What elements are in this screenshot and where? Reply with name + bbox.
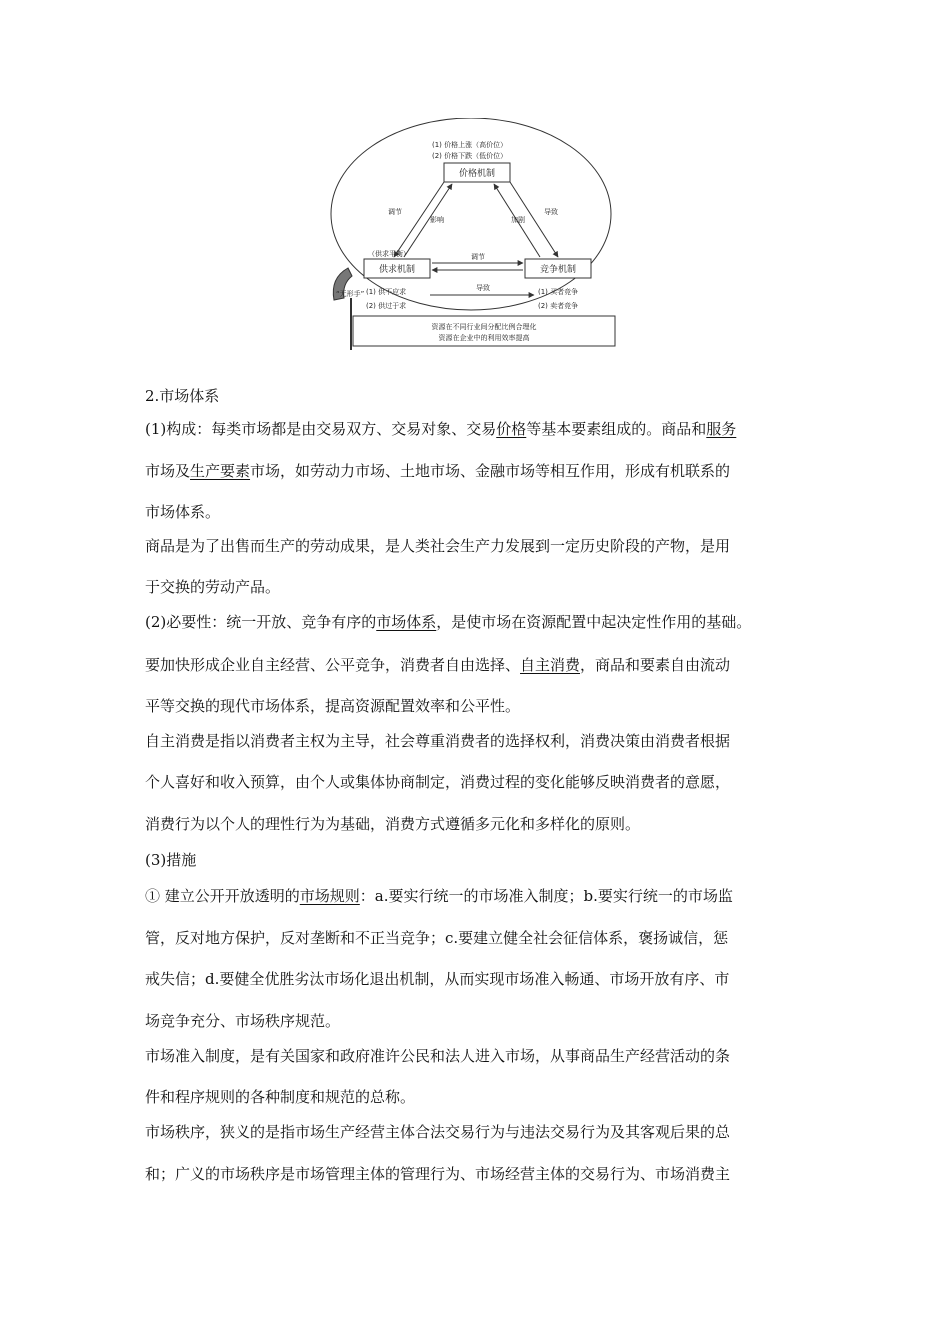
paragraph-line: 市场体系。 [145, 503, 221, 521]
supply-excess-label: (2) 供过于求 [366, 302, 407, 310]
adjust-label-bottom: 调节 [471, 253, 485, 261]
paragraph-line: 商品是为了出售而生产的劳动成果，是人类社会生产力发展到一定历史阶段的产物，是用 [145, 537, 731, 555]
paragraph-line: 个人喜好和收入预算，由个人或集体协商制定，消费过程的变化能够反映消费者的意愿， [145, 773, 731, 791]
underlined-term-market-system: 市场体系 [376, 613, 437, 631]
competition-mechanism-label: 竞争机制 [539, 265, 577, 275]
text-span: ：a.要实行统一的市场准入制度；b.要实行统一的市场监 [359, 887, 733, 905]
text-span: (2)必要性：统一开放、竞争有序的 [145, 613, 377, 631]
paragraph-composition [145, 419, 736, 439]
paragraph-line: 市场准入制度，是有关国家和政府准许公民和法人进入市场，从事商品生产经营活动的条 [145, 1047, 731, 1065]
underlined-term-price: 价格 [496, 420, 527, 438]
paragraph-line: 消费行为以个人的理性行为为基础，消费方式遵循多元化和多样化的原则。 [145, 815, 641, 833]
underlined-term-consumption: 自主消费 [520, 656, 581, 674]
text-span: ，商品和要素自由流动 [580, 656, 731, 674]
paragraph-line: 市场秩序，狭义的是指市场生产经营主体合法交易行为与违法交易行为及其客观后果的总 [145, 1123, 731, 1141]
price-note-1: (1) 价格上涨（高价位） [432, 141, 508, 149]
market-mechanism-diagram [318, 118, 624, 356]
paragraph-necessity [145, 612, 751, 632]
text-span: 市场，如劳动力市场、土地市场、金融市场等相互作用，形成有机联系的 [250, 462, 731, 480]
paragraph-rules [145, 886, 733, 906]
text-span: 等基本要素组成的。商品和 [526, 420, 707, 438]
price-mechanism-label: 价格机制 [458, 169, 496, 179]
paragraph-line: 件和程序规则的各种制度和规范的总称。 [145, 1088, 416, 1106]
paragraph-line: 于交换的劳动产品。 [145, 578, 281, 596]
influence-arrow [404, 184, 452, 257]
intensify-label: 加剧 [511, 216, 525, 224]
text-span: 市场及 [145, 462, 191, 480]
lead-label-bottom: 导致 [476, 284, 490, 292]
result-line-1: 资源在不同行业间分配比例合理化 [431, 323, 537, 331]
paragraph-line [145, 461, 730, 481]
influence-label: 影响 [430, 216, 444, 224]
seller-compete-label: (2) 卖者竞争 [538, 302, 579, 310]
paragraph-line [145, 655, 730, 675]
adjust-label-left: 调节 [388, 208, 402, 216]
underlined-term-factors: 生产要素 [190, 462, 251, 480]
section-heading: 2.市场体系 [145, 387, 220, 405]
underlined-term-service: 服务 [706, 420, 737, 438]
buyer-compete-label: (1) 买者竞争 [538, 288, 579, 296]
paragraph-line: 管，反对地方保护，反对垄断和不正当竞争；c.要建立健全社会征信体系，褒扬诚信，惩 [145, 929, 729, 947]
result-line-2: 资源在企业中的利用效率提高 [438, 334, 530, 342]
paragraph-line: 场竞争充分、市场秩序规范。 [145, 1012, 341, 1030]
lead-label-right: 导致 [544, 208, 558, 216]
text-span: ，是使市场在资源配置中起决定性作用的基础。 [436, 613, 752, 631]
subheading-measures: (3)措施 [145, 851, 197, 869]
price-note-2: (2) 价格下跌（低价位） [432, 152, 508, 160]
paragraph-line: 和；广义的市场秩序是市场管理主体的管理行为、市场经营主体的交易行为、市场消费主 [145, 1165, 731, 1183]
paragraph-line: 自主消费是指以消费者主权为主导，社会尊重消费者的选择权利，消费决策由消费者根据 [145, 732, 731, 750]
supply-short-label: (1) 供不应求 [366, 288, 407, 296]
underlined-term-market-rules: 市场规则 [299, 887, 360, 905]
text-span: 要加快形成企业自主经营、公平竞争，消费者自由选择、 [145, 656, 521, 674]
text-span: (1)构成：每类市场都是由交易双方、交易对象、交易 [145, 420, 497, 438]
paragraph-line: 戒失信；d.要健全优胜劣汰市场化退出机制，从而实现市场准入畅通、市场开放有序、市 [145, 970, 730, 988]
paragraph-line: 平等交换的现代市场体系，提高资源配置效率和公平性。 [145, 697, 521, 715]
supply-balance-label: （供求平衡） [368, 250, 410, 258]
text-span: ① 建立公开开放透明的 [145, 887, 300, 905]
supply-mechanism-label: 供求机制 [378, 265, 416, 275]
invisible-hand-label: “无形手” [336, 290, 365, 298]
